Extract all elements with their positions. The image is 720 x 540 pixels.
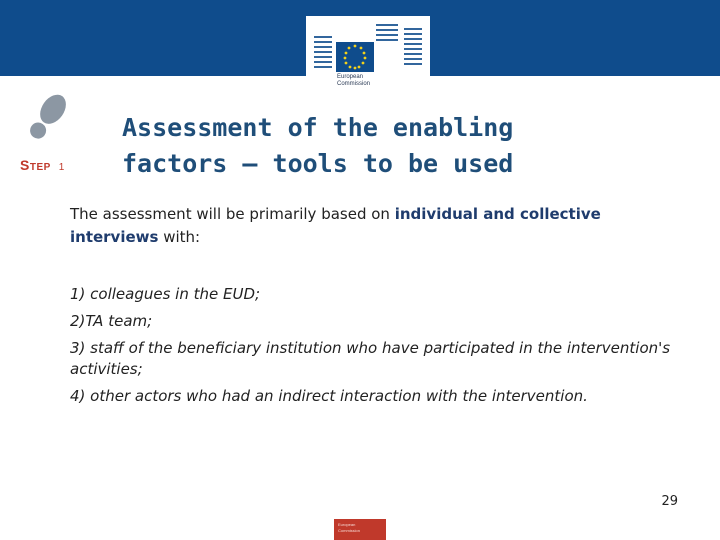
list-item: 2)TA team; [70,312,153,330]
slide-title-line1: Assessment of the enabling [122,113,514,142]
logo-text-line2: Commission [337,81,371,87]
logo-text [337,74,417,88]
page-number: 29 [661,494,678,509]
step-label-rest: TEP [29,162,51,173]
footer-logo [334,519,386,540]
intro-text-before: The assessment will be primarily based on [70,205,395,223]
intro-emphasis: individual and collective interviews [70,205,601,246]
interviewee-list [70,284,680,413]
slide-title [122,110,682,182]
step-number: 1 [58,162,65,173]
intro-paragraph [70,203,660,249]
list-item: 4) other actors who had an indirect interaction with the intervention. [70,387,588,405]
footprint-icon [18,82,80,148]
step-label [20,157,65,173]
intro-text-after: with: [158,228,201,246]
list-item: 3) staff of the beneficiary institution who have participated in the intervention's activities; [70,339,671,378]
slide-title-line2: factors – tools to be used [122,149,514,178]
footer-logo-line2: Commission [338,528,361,533]
list-item: 1) colleagues in the EUD; [70,285,261,303]
logo-text-line1: European [337,74,364,80]
footer-logo-line1: European [338,522,356,527]
step-label-initial: S [20,157,30,173]
